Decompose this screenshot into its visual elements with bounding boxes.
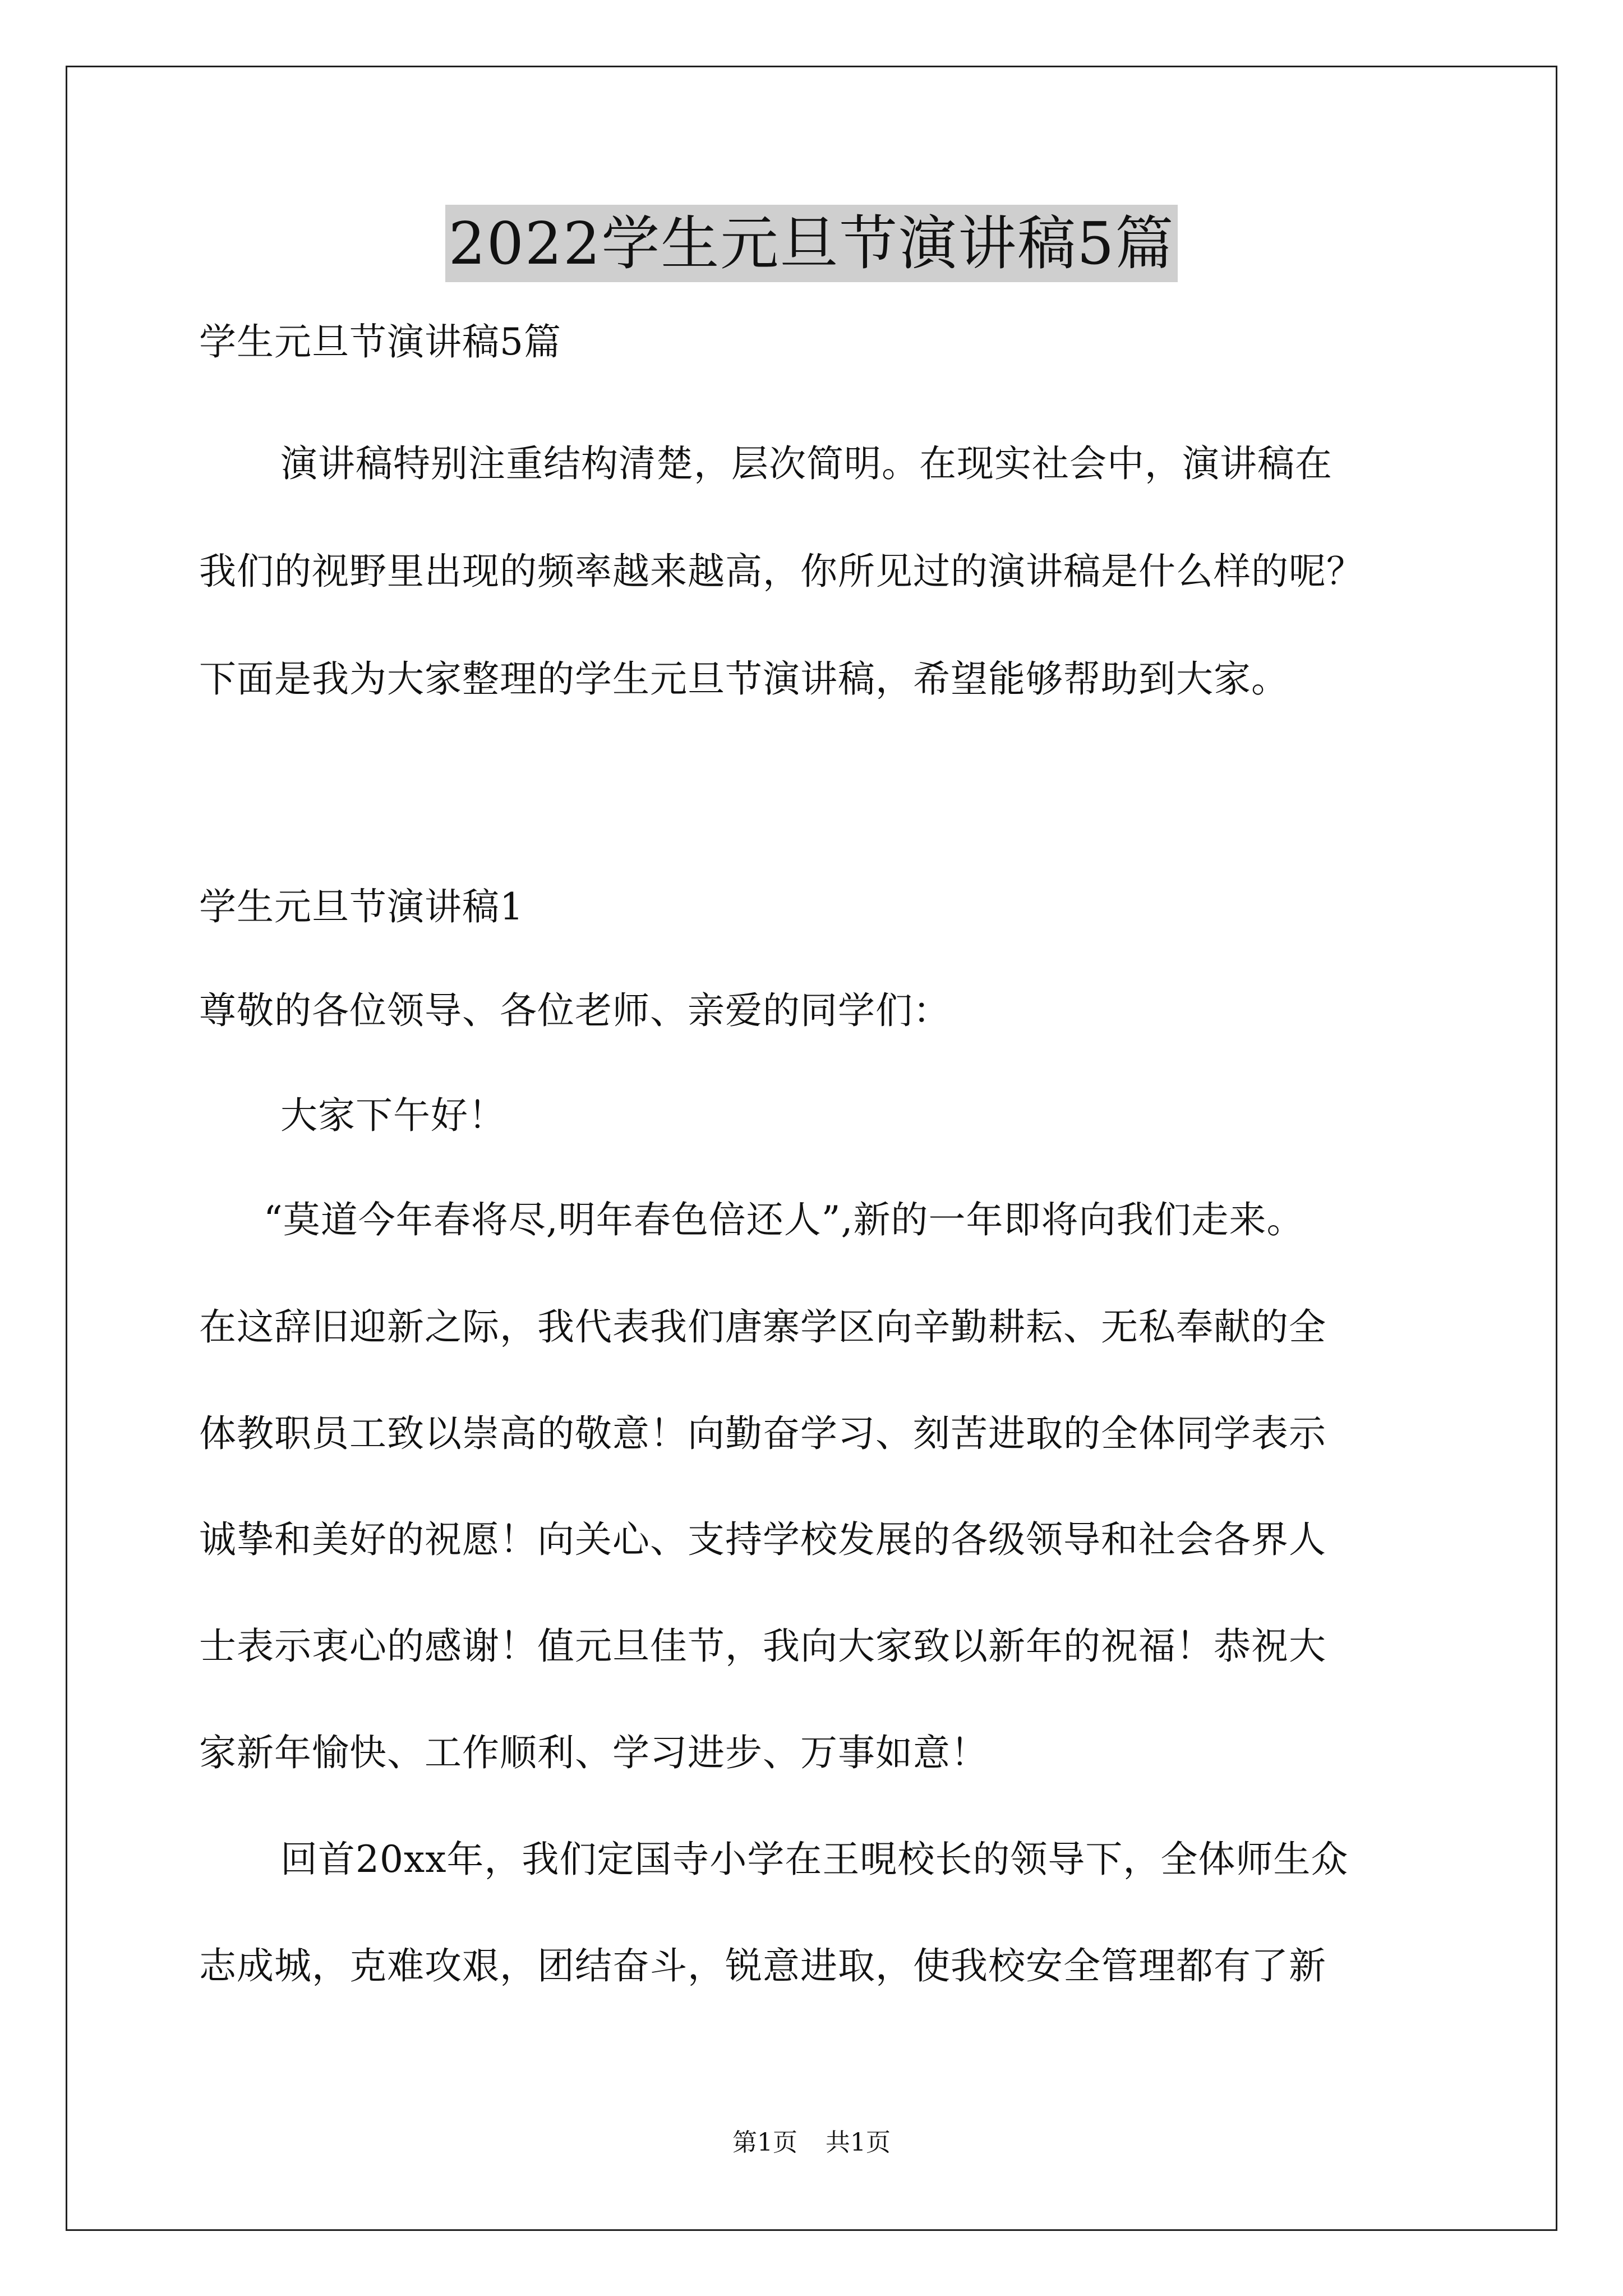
paragraph-line: 士表示衷心的感谢！值元旦佳节，我向大家致以新年的祝福！恭祝大 (199, 1625, 1326, 1668)
salutation: 尊敬的各位领导、各位老师、亲爱的同学们： (199, 989, 951, 1032)
paragraph-line: “莫道今年春将尽,明年春色倍还人”,新的一年即将向我们走来。 (264, 1198, 1304, 1241)
section-heading: 学生元旦节演讲稿1 (199, 885, 524, 928)
page-footer (0, 2126, 1623, 2160)
paragraph-line: 诚挚和美好的祝愿！向关心、支持学校发展的各级领导和社会各界人 (199, 1518, 1326, 1561)
intro-line: 我们的视野里出现的频率越来越高，你所见过的演讲稿是什么样的呢？ (199, 550, 1364, 593)
paragraph-line: 家新年愉快、工作顺利、学习进步、万事如意！ (199, 1731, 988, 1774)
document-title: 2022学生元旦节演讲稿5篇 (445, 205, 1178, 282)
paragraph-line: 在这辞旧迎新之际，我代表我们唐寨学区向辛勤耕耘、无私奉献的全 (199, 1305, 1326, 1349)
page-border (66, 66, 1557, 2231)
intro-line: 演讲稿特别注重结构清楚，层次简明。在现实社会中，演讲稿在 (280, 442, 1332, 485)
page-number: 第1页 (732, 2128, 797, 2157)
title-container (0, 205, 1623, 282)
greeting: 大家下午好！ (280, 1094, 506, 1137)
intro-line: 下面是我为大家整理的学生元旦节演讲稿，希望能够帮助到大家。 (199, 657, 1289, 701)
paragraph-line: 志成城，克难攻艰，团结奋斗，锐意进取，使我校安全管理都有了新 (199, 1944, 1326, 1987)
document-subtitle: 学生元旦节演讲稿5篇 (199, 320, 561, 364)
page-total: 共1页 (826, 2128, 891, 2157)
paragraph-line: 体教职员工致以崇高的敬意！向勤奋学习、刻苦进取的全体同学表示 (199, 1412, 1326, 1455)
paragraph-line: 回首20xx年，我们定国寺小学在王晛校长的领导下，全体师生众 (280, 1838, 1349, 1881)
